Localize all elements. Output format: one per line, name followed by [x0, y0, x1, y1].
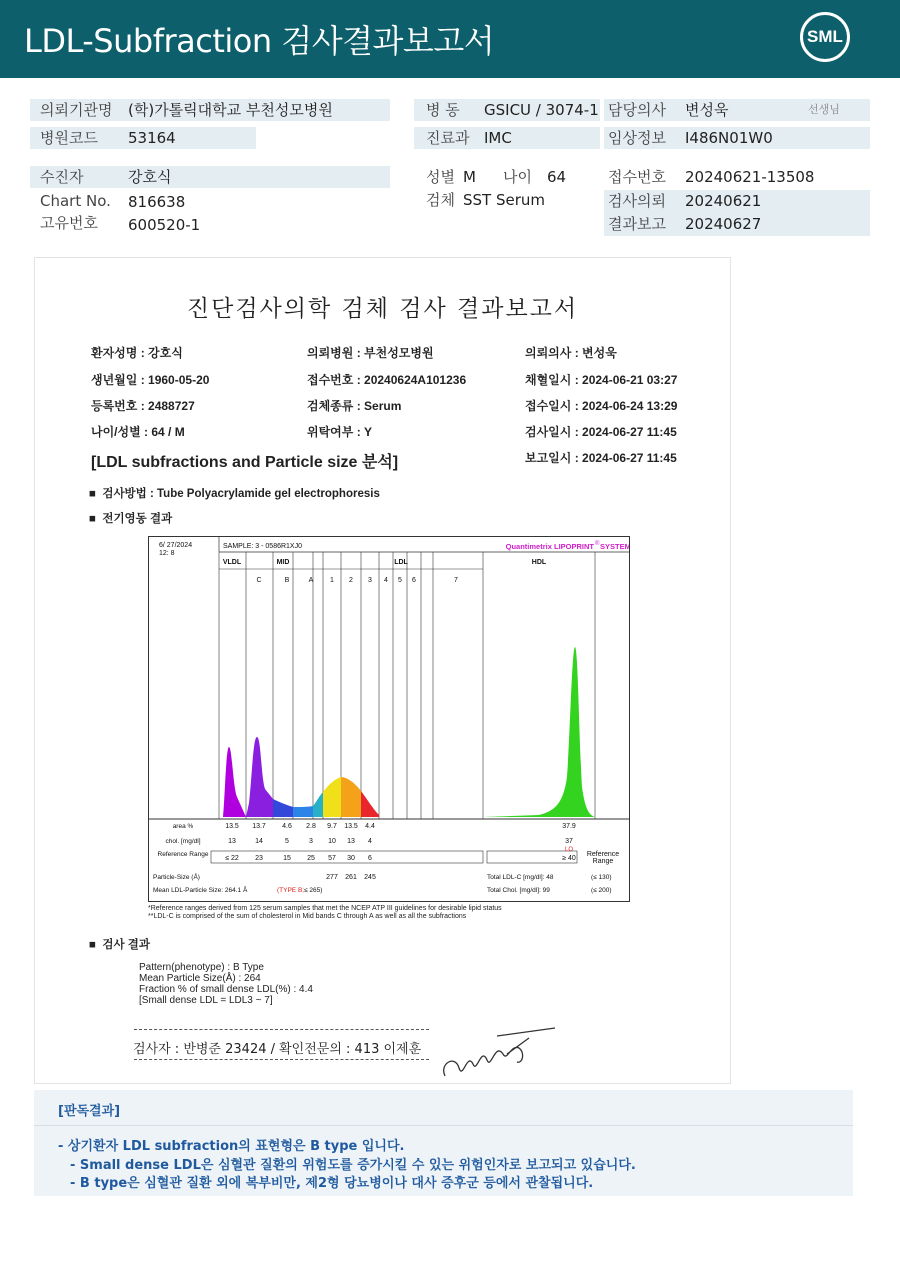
chart-brand: Quantimetrix LIPOPRINT: [505, 542, 594, 551]
peak-vldl: [219, 747, 246, 817]
electro-heading: ■ 전기영동 결과: [89, 513, 173, 525]
total-ldl: Total LDL-C [mg/dl]: 48: [487, 874, 554, 881]
chart-label: Chart No.: [40, 192, 111, 210]
total-chol: Total Chol. [mg/dl]: 99: [487, 887, 550, 894]
ward-value: GSICU / 3074-1: [484, 101, 599, 119]
ref-value: 6: [368, 855, 372, 862]
receipt-label: 접수번호: [608, 168, 666, 186]
result-line: Fraction % of small dense LDL(%) : 4.4: [139, 984, 313, 995]
report-field: 환자성명 : 강호식: [91, 346, 183, 360]
uid-value: 600520-1: [128, 216, 201, 234]
ref-value: 25: [307, 855, 315, 862]
age-label: 나이: [503, 168, 532, 186]
divider: [134, 1029, 429, 1030]
result-line: Pattern(phenotype) : B Type: [139, 962, 264, 973]
note-line: **LDL-C is comprised of the sum of cholesterol in Mid bands C through A as well as all the subfractions: [148, 913, 467, 920]
institution-label: 의뢰기관명: [40, 101, 113, 119]
uid-label: 고유번호: [40, 214, 98, 232]
request-value: 20240621: [685, 192, 762, 210]
method-line: ■ 검사방법 : Tube Polyacrylamide gel electrophoresis: [89, 488, 380, 500]
row-label: chol. [mg/dl]: [165, 838, 201, 845]
report-field: 나이/성별 : 64 / M: [91, 425, 185, 439]
chart-brand-sys: SYSTEM: [600, 542, 629, 551]
analysis-section-title: [LDL subfractions and Particle size 분석]: [91, 454, 399, 471]
clinical-value: I486N01W0: [685, 129, 773, 147]
note-line: *Reference ranges derived from 125 serum samples that met the NCEP ATP III guidelines for desirable lipid status: [148, 905, 502, 912]
ward-label: 병 동: [426, 101, 460, 119]
chol-value: 5: [285, 838, 289, 845]
area-value: 13.7: [252, 823, 266, 830]
chart-svg: [149, 537, 629, 901]
age-value: 64: [547, 168, 567, 186]
patient-label: 수진자: [40, 168, 84, 186]
band-label: A: [308, 577, 314, 584]
hospcode-value: 53164: [128, 129, 176, 147]
group-label: HDL: [531, 559, 547, 566]
ref-value: 57: [328, 855, 336, 862]
band-label: 4: [384, 577, 388, 584]
chol-value: 3: [309, 838, 313, 845]
chol-value: 14: [255, 838, 263, 845]
report-date: 보고일시 : 2024-06-27 11:45: [525, 451, 677, 465]
band-label: 5: [398, 577, 402, 584]
specimen-label: 검체: [426, 191, 455, 209]
band-label: 3: [368, 577, 372, 584]
result-line: Mean Particle Size(Å) : 264: [139, 973, 261, 984]
sex-label: 성별: [426, 168, 455, 186]
institution-value: (학)가톨릭대학교 부천성모병원: [128, 101, 333, 119]
band-label: 6: [412, 577, 416, 584]
report-document: [34, 257, 731, 1084]
result-block: [139, 962, 313, 1006]
sml-logo: SML: [800, 12, 850, 62]
band-label: 2: [349, 577, 353, 584]
chol-value: 4: [368, 838, 372, 845]
mean-size: Mean LDL-Particle Size: 264.1 Å: [153, 887, 248, 894]
hdl-area: 37.9: [562, 823, 576, 830]
specimen-value: SST Serum: [463, 191, 546, 209]
report-label: 결과보고: [608, 215, 666, 233]
chart-sample: SAMPLE: 3 - 0586R1XJ0: [223, 543, 302, 550]
result-line: [Small dense LDL = LDL3 ~ 7]: [139, 995, 273, 1006]
area-value: 13.5: [344, 823, 358, 830]
header-bar: [0, 0, 900, 78]
report-field: 검체종류 : Serum: [307, 399, 402, 413]
area-value: 13.5: [225, 823, 239, 830]
judgement-line: - Small dense LDL은 심혈관 질환의 위험도를 증가시킬 수 있는 위험인자로 보고되고 있습니다.: [70, 1158, 636, 1173]
divider: [134, 1059, 429, 1060]
report-field: 채혈일시 : 2024-06-21 03:27: [525, 373, 678, 387]
ref-value: 23: [255, 855, 263, 862]
doctor-suffix: 선생님: [808, 103, 840, 116]
dept-label: 진료과: [426, 129, 470, 147]
peak-mid-c: [246, 737, 273, 817]
area-value: 2.8: [306, 823, 316, 830]
report-field: 생년월일 : 1960-05-20: [91, 373, 210, 387]
chart-notes: [148, 905, 502, 921]
report-title: 진단검사의학 검체 검사 결과보고서: [186, 296, 579, 322]
row-label: Reference Range: [157, 851, 209, 858]
chart-brand-reg: ®: [595, 541, 600, 547]
chart-time: 12: 8: [159, 550, 175, 557]
peak-mid-a: [293, 806, 313, 817]
ref-right: Range: [592, 858, 614, 865]
group-label: VLDL: [222, 559, 242, 566]
clinical-label: 임상정보: [608, 129, 666, 147]
request-label: 검사의뢰: [608, 192, 666, 210]
receipt-value: 20240621-13508: [685, 168, 815, 186]
hdl-lo: LO: [564, 847, 574, 853]
row-label: Particle-Size (Å): [153, 874, 200, 881]
report-field: 위탁여부 : Y: [307, 425, 373, 439]
doctor-label: 담당의사: [608, 101, 666, 119]
chart-date: 6/ 27/2024: [159, 542, 193, 549]
judgement-title: [판독결과]: [58, 1104, 121, 1119]
area-value: 4.4: [365, 823, 375, 830]
signature-line: 검사자 : 반병준 23424 / 확인전문의 : 413 이제훈: [133, 1042, 422, 1057]
ref-right: Reference: [586, 851, 620, 858]
dept-value: IMC: [484, 129, 512, 147]
size-value: 277: [326, 874, 338, 881]
chol-value: 13: [228, 838, 236, 845]
info-bar: [30, 166, 390, 188]
type-b-range: ≤ 265): [304, 887, 323, 894]
judgement-panel: [34, 1090, 853, 1196]
peak-hdl: [483, 647, 595, 817]
peak-ldl3: [341, 777, 361, 817]
page-title: LDL-Subfraction 검사결과보고서: [24, 22, 495, 60]
electrophoresis-chart: [148, 536, 630, 902]
ref-value: 15: [283, 855, 291, 862]
band-label: 7: [454, 577, 458, 584]
patient-value: 강호식: [128, 168, 172, 186]
report-field: 접수번호 : 20240624A101236: [307, 373, 467, 387]
type-b: (TYPE B;: [277, 887, 305, 894]
peak-mid-b: [273, 799, 293, 817]
area-value: 4.6: [282, 823, 292, 830]
band-label: 1: [330, 577, 334, 584]
sex-value: M: [463, 168, 476, 186]
total-ldl-ref: (≤ 130): [591, 874, 612, 881]
report-field: 의뢰병원 : 부천성모병원: [307, 346, 434, 360]
ref-value: 30: [347, 855, 355, 862]
hospcode-label: 병원코드: [40, 129, 98, 147]
row-label: area %: [172, 823, 194, 830]
doctor-value: 변성욱: [685, 101, 729, 119]
peak-ldl1: [313, 792, 323, 817]
hdl-chol: 37: [565, 838, 573, 845]
report-field: 등록번호 : 2488727: [91, 399, 195, 413]
ref-value: ≤ 22: [225, 855, 239, 862]
group-label: MID: [276, 559, 290, 566]
total-chol-ref: (≤ 200): [591, 887, 612, 894]
report-field: 검사일시 : 2024-06-27 11:45: [525, 425, 677, 439]
report-value: 20240627: [685, 215, 762, 233]
band-label: B: [284, 577, 290, 584]
size-value: 261: [345, 874, 357, 881]
chart-value: 816638: [128, 193, 186, 211]
hdl-ref: ≥ 40: [562, 855, 576, 862]
report-field: 의뢰의사 : 변성욱: [525, 346, 617, 360]
size-value: 245: [364, 874, 376, 881]
area-value: 9.7: [327, 823, 337, 830]
peak-ldl2: [323, 777, 341, 817]
group-label: LDL: [394, 559, 408, 566]
result-heading: ■ 검사 결과: [89, 939, 150, 951]
peak-ldl4: [361, 791, 379, 817]
divider: [34, 1125, 853, 1126]
handwritten-signature: [437, 1024, 557, 1084]
band-label: C: [256, 577, 262, 584]
chol-value: 13: [347, 838, 355, 845]
chol-value: 10: [328, 838, 336, 845]
judgement-line: - 상기환자 LDL subfraction의 표현형은 B type 입니다.: [58, 1139, 405, 1154]
report-field: 접수일시 : 2024-06-24 13:29: [525, 399, 678, 413]
judgement-line: - B type은 심혈관 질환 외에 복부비만, 제2형 당뇨병이나 대사 증후군 등에서 관찰됩니다.: [70, 1176, 594, 1191]
